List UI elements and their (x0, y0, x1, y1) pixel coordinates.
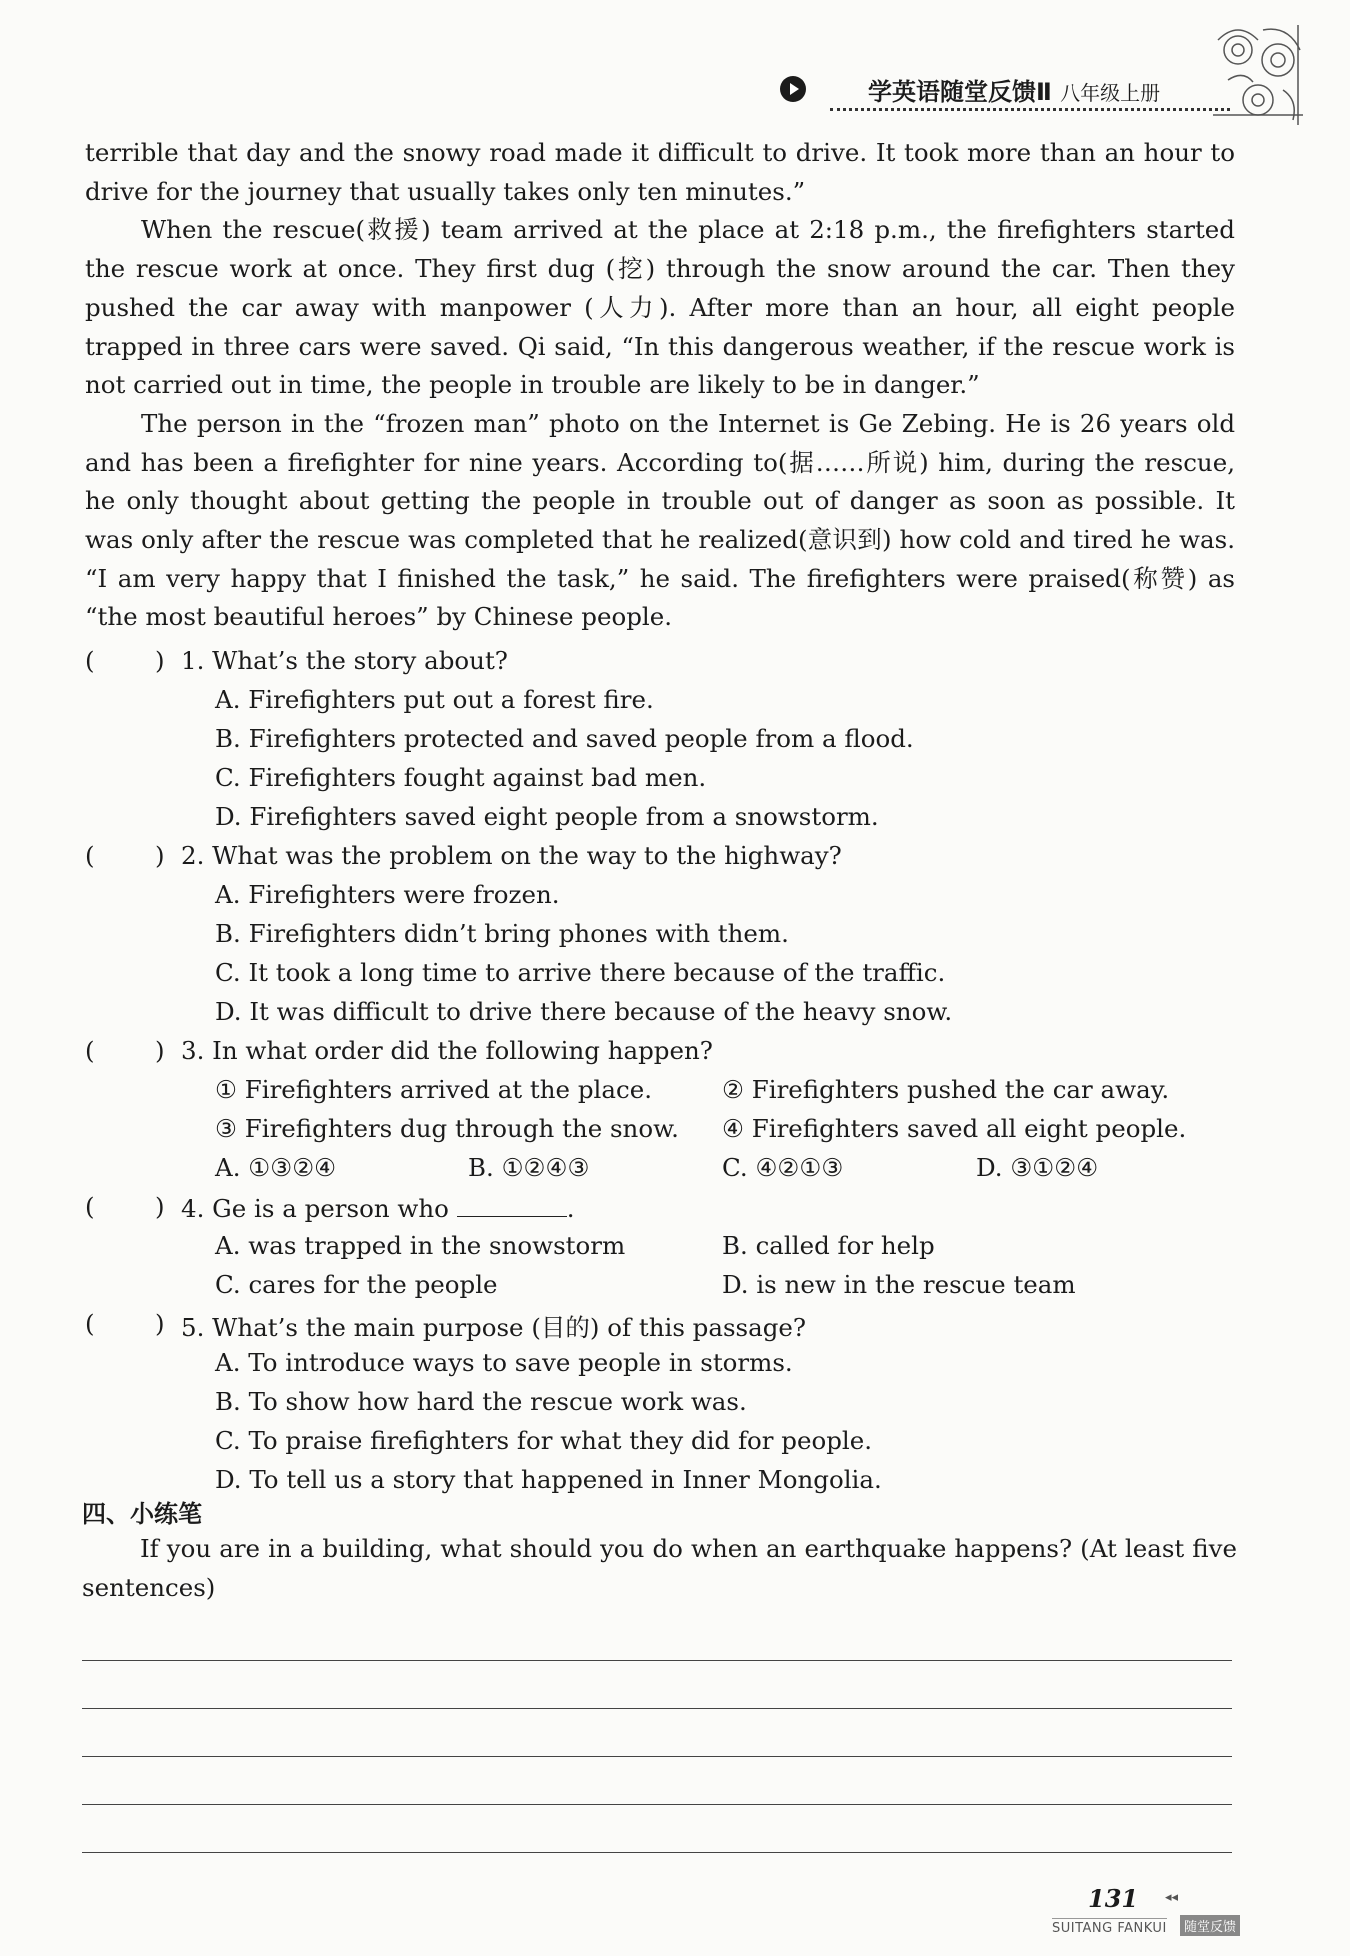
option-1d: D. Firefighters saved eight people from a snowstorm. (215, 802, 879, 831)
event-3: ③ Firefighters dug through the snow. (215, 1114, 679, 1143)
writing-line-5[interactable] (82, 1852, 1232, 1853)
writing-line-2[interactable] (82, 1708, 1232, 1709)
question-text-after: . (566, 1194, 575, 1223)
question-text-before: 4. Ge is a person who (181, 1194, 449, 1223)
book-title (868, 72, 1160, 107)
answer-paren-open: ( (85, 841, 95, 870)
option-3a: A. ①③②④ (215, 1153, 337, 1182)
passage (85, 134, 1235, 637)
writing-line-4[interactable] (82, 1804, 1232, 1805)
footer-brand-cn: 随堂反馈 (1180, 1915, 1240, 1936)
option-3c: C. ④②①③ (722, 1153, 844, 1182)
option-4b: B. called for help (722, 1231, 935, 1260)
option-5b: B. To show how hard the rescue work was. (215, 1387, 747, 1416)
event-1: ① Firefighters arrived at the place. (215, 1075, 652, 1104)
option-5c: C. To praise firefighters for what they did for people. (215, 1426, 873, 1455)
answer-paren-open: ( (85, 646, 95, 675)
option-2c: C. It took a long time to arrive there because of the traffic. (215, 958, 946, 987)
header-dotted-rule (830, 108, 1230, 111)
section-title: 四、小练笔 (82, 1500, 202, 1528)
answer-paren-close: ) (155, 646, 165, 675)
question-text (181, 1192, 575, 1223)
writing-prompt-text: If you are in a building, what should you do when an earthquake happens? (At least five sentences) (82, 1534, 1237, 1602)
answer-paren-open: ( (85, 1192, 95, 1221)
footer-brand: SUITANG FANKUI (1052, 1918, 1167, 1936)
page-header (780, 62, 1220, 112)
option-2a: A. Firefighters were frozen. (215, 880, 560, 909)
play-icon (780, 76, 806, 102)
passage-paragraph-2: When the rescue(救援) team arrived at the place at 2:18 p.m., the firefighters started the rescue work at once. They first dug (挖) through the snow around the car. Then they pushed the car away with manpower (人力). After more than an hour, all eight people trapped in three cars were saved. Qi said, “In this dangerous weather, if the rescue work is not carried out in time, the people in trouble are likely to be in danger.” (85, 215, 1235, 400)
question-text: 2. What was the problem on the way to the highway? (181, 841, 842, 870)
option-4a: A. was trapped in the snowstorm (215, 1231, 626, 1260)
event-2: ② Firefighters pushed the car away. (722, 1075, 1170, 1104)
option-4c: C. cares for the people (215, 1270, 498, 1299)
arrows-icon: ◂◂ (1165, 1890, 1179, 1905)
question-text: 5. What’s the main purpose (目的) of this passage? (181, 1313, 807, 1342)
option-1c: C. Firefighters fought against bad men. (215, 763, 707, 792)
option-4d: D. is new in the rescue team (722, 1270, 1076, 1299)
answer-paren-close: ) (155, 841, 165, 870)
answer-paren-close: ) (155, 1036, 165, 1065)
page-number: 131 (1088, 1884, 1139, 1913)
passage-paragraph-3: The person in the “frozen man” photo on the Internet is Ge Zebing. He is 26 years old and has been a firefighter for nine years. According to(据……所说) him, during the rescue, he only thought about getting the people in trouble out of danger as soon as possible. It was only after the rescue was completed that he realized(意识到) how cold and tired he was. “I am very happy that I finished the task,” he said. The firefighters were praised(称赞) as “the most beautiful heroes” by Chinese people. (85, 408, 1235, 632)
passage-paragraph-1: terrible that day and the snowy road made it difficult to drive. It took more than an hour to drive for the journey that usually takes only ten minutes.” (85, 138, 1235, 206)
option-5d: D. To tell us a story that happened in Inner Mongolia. (215, 1465, 882, 1494)
option-2d: D. It was difficult to drive there because of the heavy snow. (215, 997, 953, 1026)
book-subtitle: 八年级上册 (1060, 81, 1161, 105)
answer-paren-open: ( (85, 1036, 95, 1065)
question-text: 3. In what order did the following happen? (181, 1036, 713, 1065)
option-5a: A. To introduce ways to save people in storms. (215, 1348, 793, 1377)
writing-line-3[interactable] (82, 1756, 1232, 1757)
answer-paren-open: ( (85, 1309, 95, 1338)
option-3b: B. ①②④③ (468, 1153, 590, 1182)
option-1a: A. Firefighters put out a forest fire. (215, 685, 654, 714)
question-text: 1. What’s the story about? (181, 646, 508, 675)
writing-prompt (82, 1530, 1237, 1607)
option-1b: B. Firefighters protected and saved people from a flood. (215, 724, 914, 753)
option-2b: B. Firefighters didn’t bring phones with them. (215, 919, 789, 948)
answer-paren-close: ) (155, 1192, 165, 1221)
book-title-main: 学英语随堂反馈Ⅱ (868, 78, 1052, 106)
flower-decoration-icon (1208, 20, 1308, 130)
event-4: ④ Firefighters saved all eight people. (722, 1114, 1187, 1143)
fill-in-blank[interactable] (457, 1192, 567, 1217)
option-3d: D. ③①②④ (976, 1153, 1099, 1182)
writing-line-1[interactable] (82, 1660, 1232, 1661)
answer-paren-close: ) (155, 1309, 165, 1338)
